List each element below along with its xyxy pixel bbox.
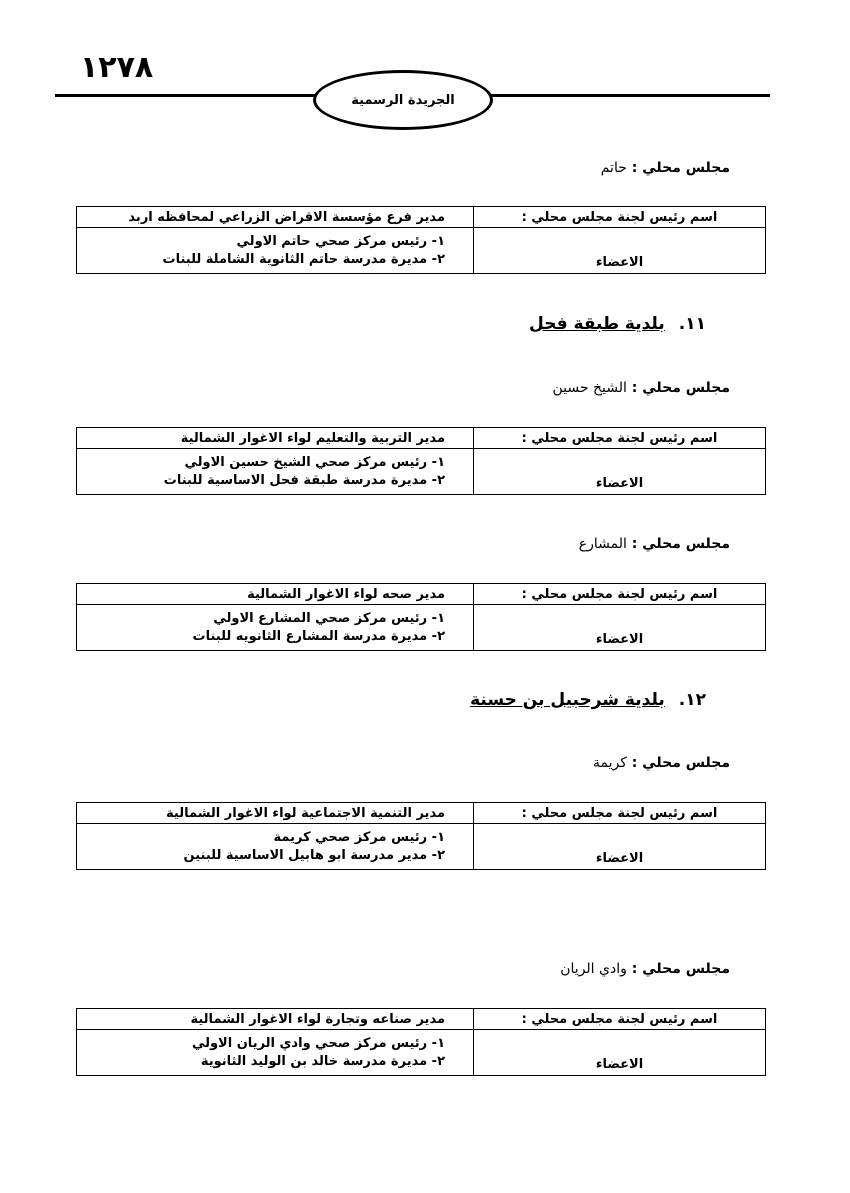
member-item: ٢- مديرة مدرسة خالد بن الوليد الثانوية xyxy=(200,1053,445,1069)
municipality-name: بلدية طبقة فحل xyxy=(529,314,665,334)
members-list xyxy=(77,1030,474,1076)
chair-label: اسم رئيس لجنة مجلس محلي : xyxy=(474,428,766,449)
council-name: المشارع xyxy=(578,536,627,552)
council-prefix: مجلس محلي : xyxy=(631,961,730,977)
council-name: وادي الريان xyxy=(560,961,627,977)
gazette-title-oval xyxy=(313,70,493,130)
council-name: الشيخ حسين xyxy=(552,380,627,396)
chair-value: مدير التنمية الاجتماعية لواء الاغوار الشمالية xyxy=(77,803,474,824)
council-title-hatem xyxy=(601,160,730,176)
member-item: ١- رئيس مركز صحي وادي الريان الاولي xyxy=(191,1035,445,1051)
members-list xyxy=(77,449,474,495)
council-prefix: مجلس محلي : xyxy=(631,755,730,771)
member-item: ١- رئيس مركز صحي المشارع الاولي xyxy=(213,610,445,626)
council-prefix: مجلس محلي : xyxy=(631,160,730,176)
committee-table-hatem xyxy=(76,206,766,274)
council-title-wadi-rayyan xyxy=(560,961,730,977)
gazette-title: الجريدة الرسمية xyxy=(351,92,455,108)
member-item: ١- رئيس مركز صحي كريمة xyxy=(273,829,445,845)
members-label: الاعضاء xyxy=(474,449,766,495)
municipality-number: ١٢. xyxy=(678,690,706,710)
page-number: ١٢٧٨ xyxy=(80,50,154,85)
members-label: الاعضاء xyxy=(474,228,766,274)
chair-label: اسم رئيس لجنة مجلس محلي : xyxy=(474,207,766,228)
chair-value: مدير صناعه وتجارة لواء الاغوار الشمالية xyxy=(77,1009,474,1030)
chair-value: مدير صحه لواء الاغوار الشمالية xyxy=(77,584,474,605)
members-label: الاعضاء xyxy=(474,824,766,870)
member-item: ٢- مدير مدرسة ابو هابيل الاساسية للبنين xyxy=(183,847,445,863)
members-list xyxy=(77,228,474,274)
committee-table-wadi-rayyan xyxy=(76,1008,766,1076)
members-list xyxy=(77,824,474,870)
members-label: الاعضاء xyxy=(474,605,766,651)
member-item: ١- رئيس مركز صحي حاتم الاولي xyxy=(236,233,445,249)
council-title-sheikh-hussein xyxy=(552,380,730,396)
municipality-name: بلدية شرحبيل بن حسنة xyxy=(470,690,665,710)
member-item: ٢- مديرة مدرسة المشارع الثانويه للبنات xyxy=(192,628,445,644)
chair-value: مدير التربية والتعليم لواء الاغوار الشمالية xyxy=(77,428,474,449)
municipality-heading-12 xyxy=(470,690,706,710)
members-label: الاعضاء xyxy=(474,1030,766,1076)
member-item: ١- رئيس مركز صحي الشيخ حسين الاولي xyxy=(184,454,445,470)
council-title-mashare xyxy=(579,536,730,552)
chair-label: اسم رئيس لجنة مجلس محلي : xyxy=(474,1009,766,1030)
municipality-number: ١١. xyxy=(678,314,706,334)
committee-table-mashare xyxy=(76,583,766,651)
council-name: كريمة xyxy=(592,755,627,771)
council-name: حاتم xyxy=(600,160,627,176)
member-item: ٢- مديرة مدرسة طبقة فحل الاساسية للبنات xyxy=(163,472,445,488)
chair-label: اسم رئيس لجنة مجلس محلي : xyxy=(474,584,766,605)
members-list xyxy=(77,605,474,651)
member-item: ٢- مديرة مدرسة حاتم الثانوية الشاملة للبنات xyxy=(162,251,445,267)
municipality-heading-11 xyxy=(529,314,706,334)
chair-label: اسم رئيس لجنة مجلس محلي : xyxy=(474,803,766,824)
council-prefix: مجلس محلي : xyxy=(631,380,730,396)
committee-table-sheikh-hussein xyxy=(76,427,766,495)
council-title-kreimeh xyxy=(593,755,730,771)
chair-value: مدير فرع مؤسسة الاقراض الزراعي لمحافظه اربد xyxy=(77,207,474,228)
council-prefix: مجلس محلي : xyxy=(631,536,730,552)
committee-table-kreimeh xyxy=(76,802,766,870)
